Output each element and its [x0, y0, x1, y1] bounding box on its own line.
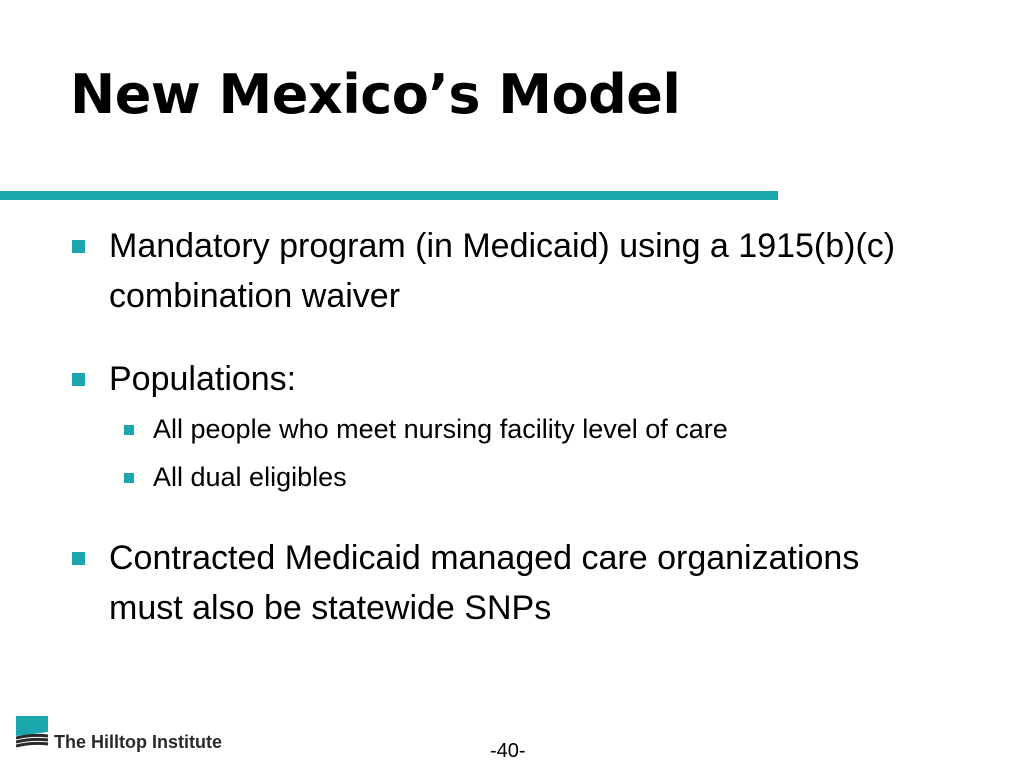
title-underline-rule: [0, 191, 778, 200]
bullet-item: [72, 533, 932, 633]
square-bullet-icon: [72, 240, 85, 253]
hilltop-logo: [16, 716, 236, 752]
bullet-text: Contracted Medicaid managed care organizations must also be statewide SNPs: [109, 539, 860, 627]
bullet-item: [72, 221, 932, 321]
square-bullet-icon: [72, 373, 85, 386]
square-bullet-icon: [72, 552, 85, 565]
square-bullet-icon: [124, 425, 134, 435]
slide-title: New Mexico’s Model: [70, 63, 681, 126]
page-number: -40-: [490, 740, 526, 762]
square-bullet-icon: [124, 473, 134, 483]
sub-bullet-item: [124, 457, 944, 497]
hilltop-logo-icon: [16, 716, 50, 750]
sub-bullet-item: [124, 409, 944, 449]
bullet-item: [72, 354, 932, 404]
bullet-text: Mandatory program (in Medicaid) using a 1915(b)(c) combination waiver: [109, 227, 896, 315]
logo-text: The Hilltop Institute: [54, 732, 222, 752]
bullet-text: Populations:: [109, 360, 297, 398]
sub-bullet-text: All dual eligibles: [153, 462, 347, 492]
sub-bullet-text: All people who meet nursing facility level of care: [153, 414, 728, 444]
